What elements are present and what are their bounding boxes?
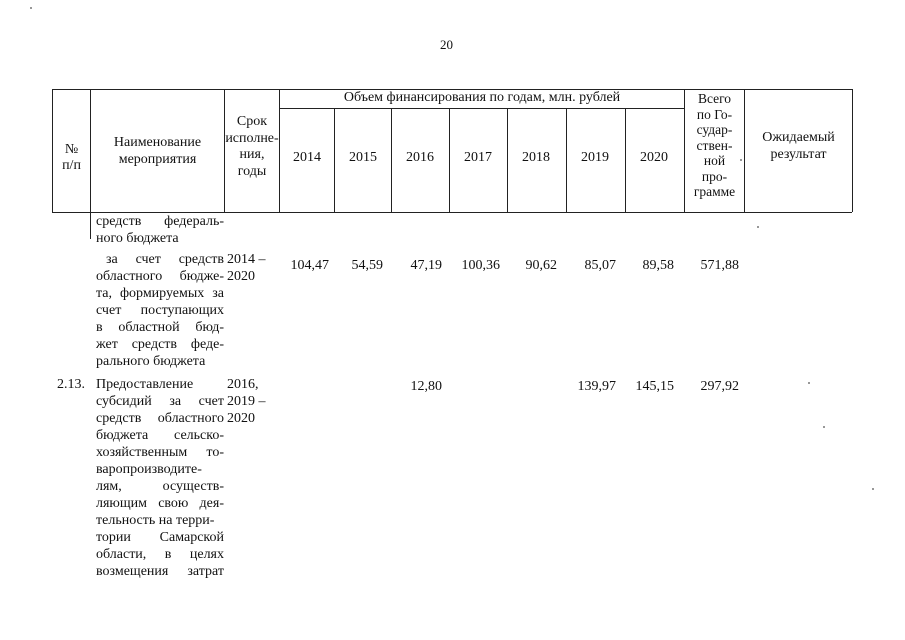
row-term: 2014 – 2020: [227, 252, 266, 284]
row-name-line: Предоставление: [96, 377, 194, 392]
row-value-2016: 47,19: [410, 258, 442, 273]
header-total: Всего по Го- судар- ствен- ной про- грaмме: [693, 91, 736, 199]
row-name-line: средств областного: [96, 411, 224, 426]
row-name-line: бюджета сельско-: [96, 428, 224, 443]
row-name-line: жет средств феде-: [96, 337, 224, 352]
row-name-line: ляющим свою дея-: [96, 496, 224, 511]
row-name-line: тории Самарской: [96, 530, 224, 545]
header-name: Наименование мероприятия: [113, 135, 202, 167]
row-value-2020: 89,58: [642, 258, 674, 273]
row-value-2018: 90,62: [525, 258, 557, 273]
header-year: 2020: [640, 150, 668, 165]
header-year: 2019: [581, 150, 609, 165]
row-name-line: та, формируемых за: [96, 286, 224, 301]
header-year: 2018: [522, 150, 550, 165]
row-name-line: в областной бюд-: [96, 320, 224, 335]
header-year: 2014: [293, 150, 321, 165]
row-name-line: средств федераль-: [96, 214, 224, 229]
row-value-2020: 145,15: [635, 379, 674, 394]
header-result: Ожидаемый результат: [762, 130, 835, 162]
row-value-2019: 85,07: [584, 258, 616, 273]
header-year: 2016: [406, 150, 434, 165]
row-name-line: субсидий за счет: [96, 394, 224, 409]
row-name-line: за счет средств: [106, 252, 224, 267]
row-total: 297,92: [700, 379, 739, 394]
row-name-line: области, в целях: [96, 547, 224, 562]
header-year: 2017: [464, 150, 492, 165]
row-name-line: хозяйственным то-: [96, 445, 224, 460]
header-num: № п/п: [62, 142, 81, 173]
row-name-line: возмещения затрат: [96, 564, 224, 579]
row-name-line: лям, осуществ-: [96, 479, 224, 494]
row-total: 571,88: [700, 258, 739, 273]
row-name-line: ного бюджета: [96, 231, 179, 246]
row-value-2017: 100,36: [461, 258, 500, 273]
row-number: 2.13.: [57, 377, 85, 392]
row-name-line: счет поступающих: [96, 303, 224, 318]
header-funding-group: Объем финансирования по годам, млн. рублей: [343, 90, 621, 105]
row-name-line: варопроизводите-: [96, 462, 202, 477]
row-term: 2016, 2019 – 2020: [227, 377, 266, 426]
row-value-2019: 139,97: [577, 379, 616, 394]
row-value-2016: 12,80: [410, 379, 442, 394]
header-year: 2015: [349, 150, 377, 165]
header-term: Срок исполне- ния, годы: [225, 114, 279, 179]
row-value-2015: 54,59: [351, 258, 383, 273]
row-value-2014: 104,47: [290, 258, 329, 273]
row-name-line: тельность на терри-: [96, 513, 215, 528]
row-name-line: областного бюдже-: [96, 269, 224, 284]
row-name-line: рального бюджета: [96, 354, 206, 369]
page-number: 20: [440, 37, 453, 52]
